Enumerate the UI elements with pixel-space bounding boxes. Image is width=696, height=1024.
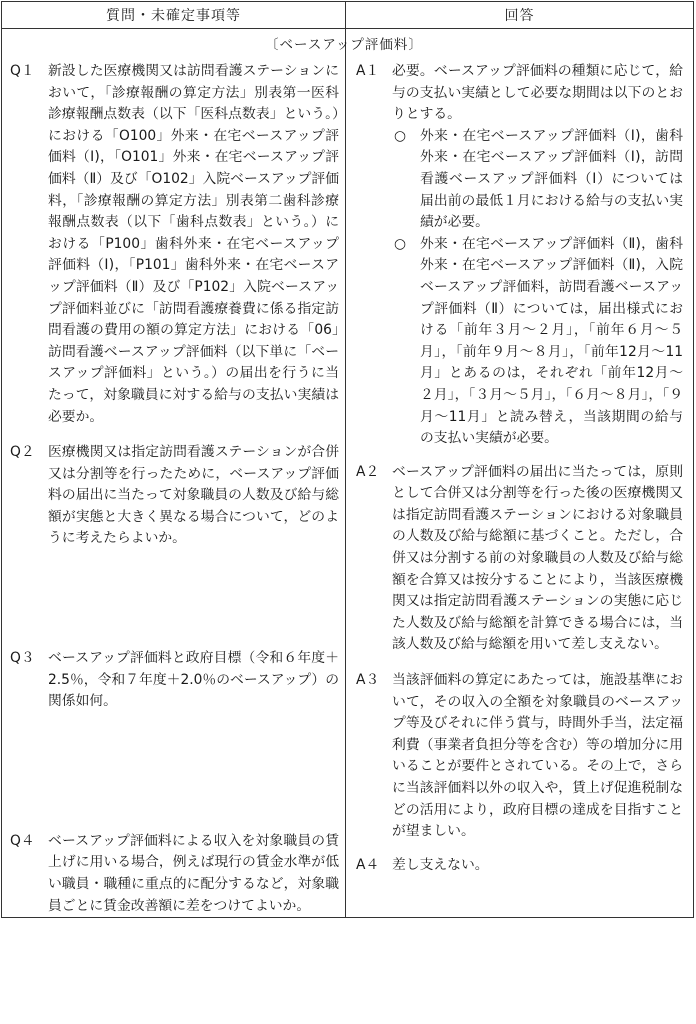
question-4: [2, 831, 345, 917]
circle-bullet-icon: ○: [394, 127, 407, 144]
qa-body-row: [2, 29, 694, 918]
question-label: Q２: [10, 444, 35, 461]
answer-text: 当該評価料の算定にあたっては，施設基準において，その収入の全額を対象職員のベースアップ等及びそれに伴う賞与，時間外手当，法定福利費（事業者負担分等を含む）等の増加分に用いることが要件とされている。その上で，さらに当該評価料以外の収入や，賃上げ促進税制などの活用により，政府目標の達成を目指すことが望ましい。: [392, 672, 683, 840]
question-1: [2, 61, 345, 428]
table-header-row: [2, 2, 694, 29]
question-label: Q４: [10, 832, 35, 849]
answer-4: [346, 855, 693, 877]
answer-column-header: 回答: [346, 2, 694, 29]
bullet-text: 外来・在宅ベースアップ評価料（Ⅰ)，歯科外来・在宅ベースアップ評価料（Ⅰ)，訪問看護ベースアップ評価料（Ⅰ）については届出前の最低１月における給与の支払い実績が必要。: [420, 127, 683, 231]
question-2: [2, 442, 345, 550]
answer-text: 差し支えない。: [392, 856, 489, 873]
answer-text: ベースアップ評価料の届出に当たっては，原則として合併又は分割等を行った後の医療機関又は指定訪問看護ステーションにおける対象職員の人数及び給与総額に基づくこと。ただし，合併又は分割する前の対象職員の人数及び給与総額を合算又は按分することにより，当該医療機関又は指定訪問看護ステーションの実態に応じた人数及び給与総額を計算できる場合には，当該人数及び給与総額を用いて差し支えない。: [392, 463, 683, 653]
question-3: [2, 648, 345, 713]
question-label: Q１: [10, 63, 35, 79]
bullet-text: 外来・在宅ベースアップ評価料（Ⅱ)，歯科外来・在宅ベースアップ評価料（Ⅱ)，入院ベースアップ評価料，訪問看護ベースアップ評価料（Ⅱ）については，届出様式における「前年３月～２月」，「前年６月～５月」，「前年９月～８月」，「前年12月～11月」とあるのは，それぞれ「前年12月～２月」，「３月～５月」，「６月～８月」，「９月～11月」と読み替え，当該期間の給与の支払い実績が必要。: [420, 235, 683, 447]
circle-bullet-icon: ○: [394, 235, 407, 252]
question-label: Q３: [10, 650, 35, 667]
question-text: 新設した医療機関又は訪問看護ステーションにおいて，「診療報酬の算定方法」別表第一医科診療報酬点数表（以下「医科点数表」という。）における「O100」外来・在宅ベースアップ評価料（Ⅰ)，「O101」外来・在宅ベースアップ評価料（Ⅱ）及び「O102」入院ベースアップ評価料，「診療報酬の算定方法」別表第二歯科診療報酬点数表（以下「歯科点数表」という。）における「P100」歯科外来・在宅ベースアップ評価料（Ⅰ)，「P101」歯科外来・在宅ベースアップ評価料（Ⅱ）及び「P102」入院ベースアップ評価料並びに「訪問看護療養費に係る指定訪問看護の費用の額の算定方法」における「06」訪問看護ベースアップ評価料（以下単に「ベースアップ評価料」という。）の届出を行うに当たって，対象職員に対する給与の支払い実績は必要か。: [48, 63, 339, 425]
answer-label: A４: [356, 856, 380, 873]
answer-text: 必要。ベースアップ評価料の種類に応じて，給与の支払い実績として必要な期間は以下のとおりとする。: [392, 63, 683, 123]
answer-label: A２: [356, 463, 380, 480]
answer-3: [346, 670, 693, 843]
answer-bullet-2: [392, 234, 683, 450]
answer-2: [346, 462, 693, 656]
section-title: 〔ベースアップ評価料〕: [265, 37, 423, 53]
question-text: ベースアップ評価料と政府目標（令和６年度＋2.5％，令和７年度＋2.0％のベースアップ）の関係如何。: [48, 650, 339, 710]
answer-label: A３: [356, 672, 380, 689]
question-text: ベースアップ評価料による収入を対象職員の賃上げに用いる場合，例えば現行の賃金水準が低い職員・職種に重点的に配分するなど，対象職員ごとに賃金改善額に差をつけてよいか。: [48, 832, 339, 914]
qa-table: [1, 1, 694, 918]
answer-text-block: [392, 61, 693, 450]
question-column-header: 質問・未確定事項等: [2, 2, 346, 29]
answer-label: A１: [356, 63, 380, 79]
answer-bullet-1: [392, 126, 683, 234]
question-text: 医療機関又は指定訪問看護ステーションが合併又は分割等を行ったために，ベースアップ評価料の届出に当たって対象職員の人数及び給与総額が実態と大きく異なる場合について，どのように考えたらよいか。: [48, 444, 339, 547]
answer-1: [346, 61, 693, 450]
answers-cell: [265, 29, 694, 918]
questions-cell: [2, 29, 346, 918]
